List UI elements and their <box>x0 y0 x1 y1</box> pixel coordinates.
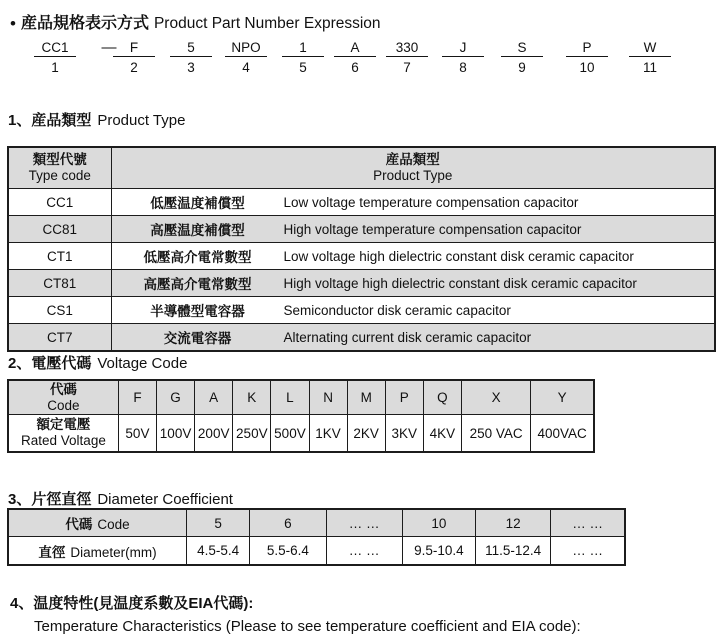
diameter-code-cell: … … <box>551 509 625 537</box>
pn-code: W <box>629 40 671 57</box>
voltage-code-cell: K <box>233 380 271 415</box>
diameter-label-en: Diameter(mm) <box>70 544 157 560</box>
pn-position-number: 8 <box>459 60 467 75</box>
rated-voltage-cell: 500V <box>271 415 309 453</box>
table-header-row <box>8 147 715 189</box>
diameter-code-cell: 6 <box>250 509 326 537</box>
section1-heading <box>8 109 185 130</box>
product-type-cell <box>111 189 715 216</box>
rated-voltage-label-en: Rated Voltage <box>21 433 106 448</box>
type-code-cell: CC1 <box>8 189 111 216</box>
product-type-cell <box>111 216 715 243</box>
voltage-code-cell: P <box>385 380 423 415</box>
doc-title-cn: 産品規格表示方式 <box>20 15 149 32</box>
product-type-en: High voltage high dielectric constant disk ceramic capacitor <box>283 275 637 291</box>
table-row <box>8 324 715 352</box>
voltage-code-cell: Q <box>423 380 461 415</box>
product-type-en: Low voltage temperature compensation capacitor <box>283 194 579 210</box>
code-label-cell <box>8 380 118 415</box>
pn-code: 330 <box>386 40 428 57</box>
voltage-code-cell: Y <box>531 380 594 415</box>
diameter-code-label-en: Code <box>97 517 130 532</box>
pn-code: J <box>442 40 484 57</box>
pn-position-number: 10 <box>579 60 595 75</box>
table-row <box>8 270 715 297</box>
pn-code: F <box>113 40 155 57</box>
header-product-type <box>111 147 715 189</box>
section3-heading-cn: 3、片徑直徑 <box>8 491 92 508</box>
pn-segment <box>442 40 484 76</box>
section3-heading-en: Diameter Coefficient <box>97 491 233 508</box>
diameter-value-cell: 9.5-10.4 <box>402 537 475 566</box>
table-header-row <box>8 509 625 537</box>
header-type-code-cn: 類型代號 <box>32 152 87 167</box>
doc-title <box>10 10 381 34</box>
section2-heading-en: Voltage Code <box>97 355 188 372</box>
type-code-cell: CT1 <box>8 243 111 270</box>
header-product-type-en: Product Type <box>373 168 453 183</box>
rated-voltage-cell: 50V <box>118 415 156 453</box>
voltage-code-cell: A <box>195 380 233 415</box>
pn-segment <box>334 40 376 76</box>
table-header-row <box>8 380 594 415</box>
rated-voltage-cell: 3KV <box>385 415 423 453</box>
diameter-code-label-cell <box>8 509 187 537</box>
product-type-cell <box>111 243 715 270</box>
product-type-cn: 低壓温度補償型 <box>150 196 245 211</box>
diameter-code-label-cn: 代碼 <box>65 517 93 532</box>
doc-title-en: Product Part Number Expression <box>153 15 381 32</box>
diameter-code-cell: 12 <box>475 509 550 537</box>
pn-segment <box>282 40 324 76</box>
part-number-diagram <box>0 40 727 86</box>
pn-position-number: 2 <box>130 60 138 75</box>
pn-code: 5 <box>170 40 212 57</box>
diameter-table <box>7 508 626 566</box>
rated-voltage-cell: 100V <box>157 415 195 453</box>
table-row <box>8 243 715 270</box>
pn-code: S <box>501 40 543 57</box>
header-type-code <box>8 147 111 189</box>
voltage-code-cell: L <box>271 380 309 415</box>
header-product-type-cn: 産品類型 <box>385 152 440 167</box>
bullet-icon: • <box>10 14 16 33</box>
table-row <box>8 189 715 216</box>
product-type-cn: 高壓温度補償型 <box>150 223 245 238</box>
diameter-label-cell <box>8 537 187 566</box>
code-label-en: Code <box>47 397 80 413</box>
voltage-code-table <box>7 379 595 453</box>
pn-segment <box>170 40 212 76</box>
product-type-cell <box>111 297 715 324</box>
pn-segment <box>501 40 543 76</box>
pn-code: CC1 <box>34 40 76 57</box>
pn-code: P <box>566 40 608 57</box>
rated-voltage-cell: 250 VAC <box>462 415 531 453</box>
rated-voltage-cell: 400VAC <box>531 415 594 453</box>
pn-position-number: 6 <box>351 60 359 75</box>
pn-position-number: 1 <box>51 60 59 75</box>
product-type-en: Low voltage high dielectric constant disk ceramic capacitor <box>283 248 634 264</box>
product-type-table <box>7 146 716 352</box>
pn-position-number: 11 <box>642 60 657 75</box>
product-type-cn: 低壓高介電常數型 <box>143 250 252 265</box>
voltage-code-cell: G <box>157 380 195 415</box>
diameter-code-cell: … … <box>326 509 402 537</box>
product-type-cn: 高壓高介電常數型 <box>143 277 252 292</box>
voltage-code-cell: M <box>347 380 385 415</box>
pn-code: A <box>334 40 376 57</box>
rated-voltage-label-cell <box>8 415 118 453</box>
product-type-en: Semiconductor disk ceramic capacitor <box>283 302 511 318</box>
rated-voltage-cell: 2KV <box>347 415 385 453</box>
rated-voltage-label-cn: 額定電壓 <box>36 417 91 432</box>
pn-position-number: 4 <box>242 60 250 75</box>
pn-segment <box>566 40 608 76</box>
pn-code: NPO <box>225 40 267 57</box>
pn-segment <box>629 40 671 76</box>
pn-segment <box>225 40 267 76</box>
type-code-cell: CT81 <box>8 270 111 297</box>
section1-heading-cn: 1、産品類型 <box>8 112 92 129</box>
product-type-cn: 半導體型電容器 <box>150 304 245 319</box>
header-type-code-en: Type code <box>28 168 91 183</box>
diameter-label-cn: 直徑 <box>38 544 66 560</box>
pn-segment <box>113 40 155 76</box>
product-type-cn: 交流電容器 <box>163 331 232 346</box>
product-type-cell <box>111 270 715 297</box>
voltage-code-cell: F <box>118 380 156 415</box>
type-code-cell: CC81 <box>8 216 111 243</box>
section2-heading-cn: 2、電壓代碼 <box>8 355 92 372</box>
product-type-cell <box>111 324 715 352</box>
pn-position-number: 3 <box>187 60 195 75</box>
diameter-value-cell: … … <box>326 537 402 566</box>
pn-position-number: 9 <box>518 60 526 75</box>
section3-heading <box>8 488 233 509</box>
pn-separator-dash: — <box>101 39 117 56</box>
diameter-value-cell: … … <box>551 537 625 566</box>
rated-voltage-cell: 200V <box>195 415 233 453</box>
diameter-value-cell: 11.5-12.4 <box>475 537 550 566</box>
type-code-cell: CS1 <box>8 297 111 324</box>
diameter-code-cell: 10 <box>402 509 475 537</box>
section4-heading-en: Temperature Characteristics (Please to see temperature coefficient and EIA code): <box>34 618 581 635</box>
table-row <box>8 216 715 243</box>
section4-heading-cn: 4、温度特性(見温度系數及EIA代碼): <box>10 595 254 612</box>
product-type-en: Alternating current disk ceramic capacitor <box>283 329 532 345</box>
table-row <box>8 297 715 324</box>
code-label-cn: 代碼 <box>49 381 77 397</box>
voltage-code-cell: N <box>309 380 347 415</box>
diameter-value-cell: 5.5-6.4 <box>250 537 326 566</box>
pn-position-number: 7 <box>403 60 411 75</box>
voltage-code-cell: X <box>462 380 531 415</box>
rated-voltage-cell: 250V <box>233 415 271 453</box>
diameter-value-cell: 4.5-5.4 <box>187 537 250 566</box>
section2-heading <box>8 352 187 373</box>
table-row <box>8 537 625 566</box>
type-code-cell: CT7 <box>8 324 111 352</box>
product-type-en: High voltage temperature compensation capacitor <box>283 221 582 237</box>
diameter-code-cell: 5 <box>187 509 250 537</box>
rated-voltage-cell: 4KV <box>423 415 461 453</box>
table-row <box>8 415 594 453</box>
pn-position-number: 5 <box>299 60 307 75</box>
pn-segment <box>34 40 76 76</box>
pn-code: 1 <box>282 40 324 57</box>
section1-heading-en: Product Type <box>97 112 186 129</box>
pn-segment <box>386 40 428 76</box>
rated-voltage-cell: 1KV <box>309 415 347 453</box>
